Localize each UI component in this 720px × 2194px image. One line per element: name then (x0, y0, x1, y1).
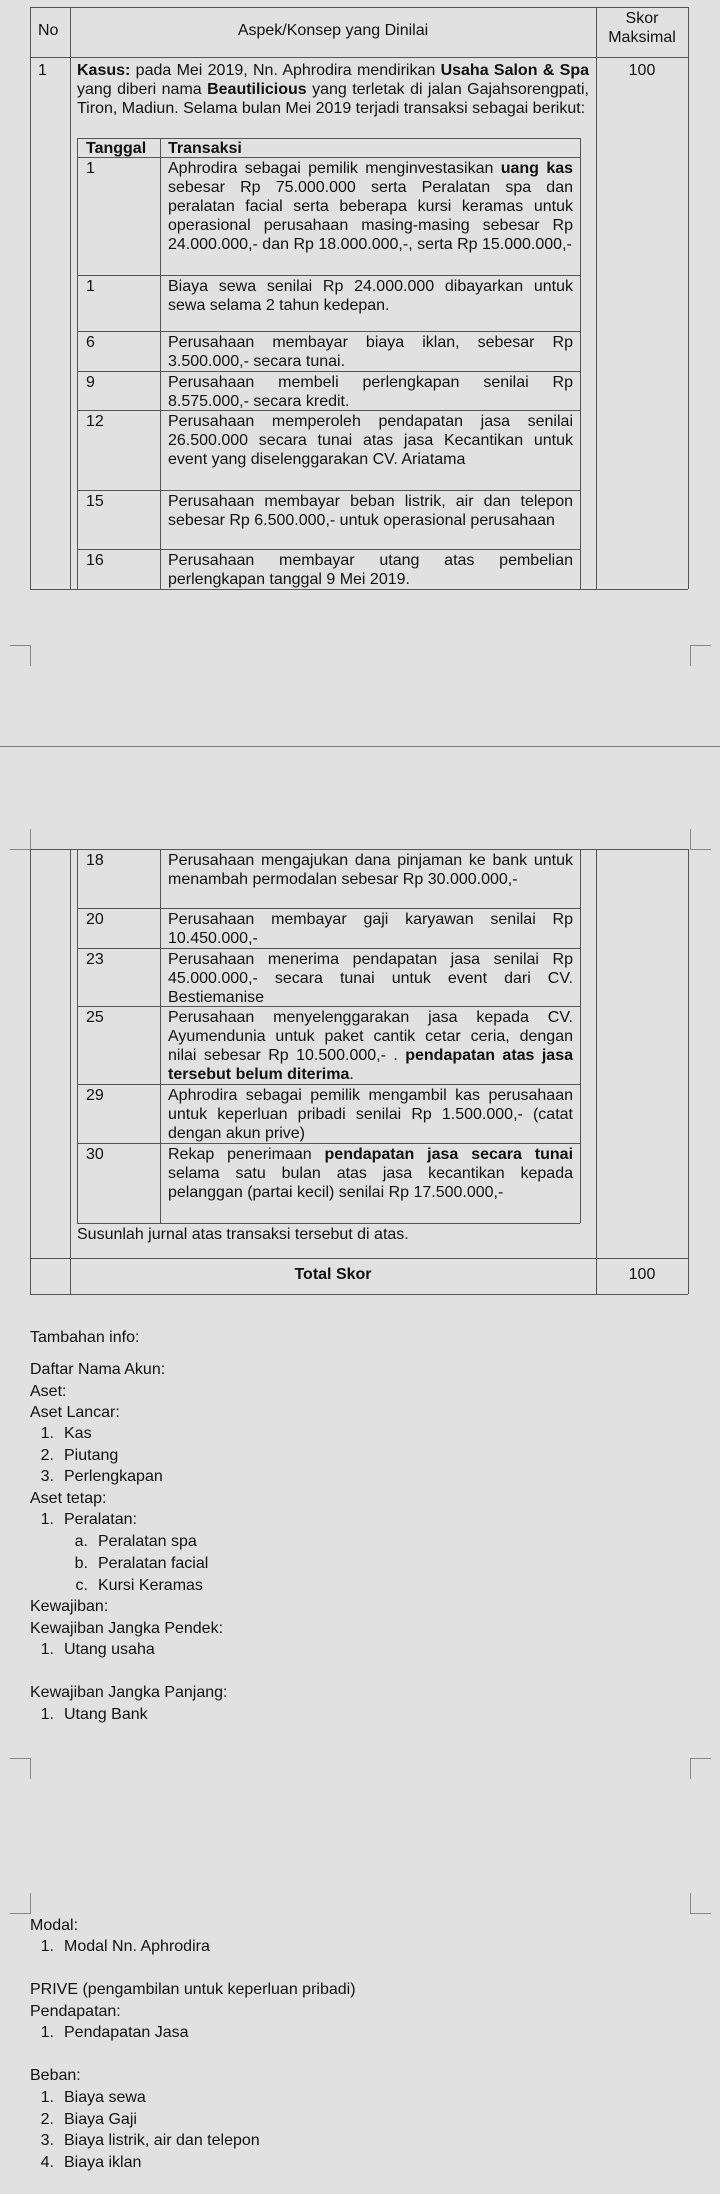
info-title: Tambahan info: (30, 1329, 140, 1346)
page-break-line (0, 746, 720, 747)
transaksi-cell: Perusahaan menyelenggarakan jasa kepada CV. Ayumendunia untuk paket cantik cetar ceria, dengan nilai sebesar Rp 10.500.000,- . pendapatan atas jasa tersebut belum diterima. (168, 1009, 574, 1083)
account-list-title: Daftar Nama Akun: (30, 1361, 166, 1378)
heading-modal: Modal: (30, 1917, 79, 1934)
transaksi-cell: Perusahaan membayar utang atas pembelian perlengkapan tanggal 9 Mei 2019. (168, 552, 573, 588)
page-corner-mark (10, 829, 31, 850)
heading-pendapatan: Pendapatan: (30, 2003, 121, 2020)
transaksi-cell: Perusahaan membayar gaji karyawan senilai Rp 10.450.000,- (168, 911, 573, 947)
heading-kewajiban-panjang: Kewajiban Jangka Panjang: (30, 1684, 228, 1701)
case-text-1: pada Mei 2019, Nn. Aphrodira mendirikan (130, 62, 441, 79)
header-skor: Skor Maksimal (608, 10, 676, 46)
tanggal-cell: 30 (86, 1146, 104, 1163)
tanggal-cell: 29 (86, 1087, 104, 1104)
page-corner-mark (690, 829, 711, 850)
total-value: 100 (628, 1266, 656, 1283)
list-item: 1. Pendapatan Jasa (40, 2024, 189, 2041)
header-no: No (38, 22, 59, 39)
transaksi-cell: Aphrodira sebagai pemilik menginvestasikan uang kas sebesar Rp 75.000.000 serta Peralatan spa dan peralatan facial serta beberapa kursi keramas untuk operasional perusahaan masing-masing sebesar Rp 24.000.000,- dan Rp 18.000.000,-, serta Rp 15.000.000,- (168, 160, 574, 253)
total-label: Total Skor (294, 1266, 372, 1283)
sub-list-item: a. Peralatan spa (74, 1533, 197, 1550)
heading-kewajiban: Kewajiban: (30, 1598, 109, 1615)
row-no: 1 (38, 62, 47, 79)
case-business: Usaha Salon & Spa (440, 62, 589, 79)
tanggal-cell: 15 (86, 493, 104, 510)
col-transaksi: Transaksi (168, 140, 242, 157)
list-item: 3. Biaya listrik, air dan telepon (40, 2132, 260, 2149)
heading-prive: PRIVE (pengambilan untuk keperluan pribadi) (30, 1981, 356, 1998)
transaksi-cell: Perusahaan mengajukan dana pinjaman ke bank untuk menambah permodalan sebesar Rp 30.000.000,- (168, 852, 573, 888)
transaksi-cell: Rekap penerimaan pendapatan jasa secara tunai selama satu bulan atas jasa kecantikan kepada pelanggan (partai kecil) senilai Rp 17.500.000,- (168, 1146, 574, 1201)
heading-aset-tetap: Aset tetap: (30, 1490, 107, 1507)
instruction-text: Susunlah jurnal atas transaksi tersebut di atas. (77, 1226, 409, 1243)
sub-list-item: b. Peralatan facial (74, 1555, 209, 1572)
page-corner-mark (10, 1893, 31, 1914)
page-corner-mark (690, 1758, 711, 1779)
tanggal-cell: 23 (86, 951, 104, 968)
list-item: 2. Biaya Gaji (40, 2111, 137, 2128)
transaksi-cell: Perusahaan membeli perlengkapan senilai Rp 8.575.000,- secara kredit. (168, 374, 573, 410)
list-item: 1. Modal Nn. Aphrodira (40, 1938, 210, 1955)
col-tanggal: Tanggal (86, 140, 147, 157)
case-description (77, 61, 589, 118)
tanggal-cell: 9 (86, 374, 95, 391)
page-corner-mark (10, 1758, 31, 1779)
heading-aset-lancar: Aset Lancar: (30, 1404, 120, 1421)
tanggal-cell: 20 (86, 911, 104, 928)
list-item: 1. Peralatan: (40, 1511, 137, 1528)
case-text-2: yang diberi nama (77, 81, 208, 98)
case-text-3: yang terletak di jalan Gajahsorengpati, Tiron, Madiun. Selama bulan Mei 2019 terjadi transaksi sebagai berikut: (77, 81, 590, 117)
heading-beban: Beban: (30, 2067, 81, 2084)
list-item: 4. Biaya iklan (40, 2154, 142, 2171)
tanggal-cell: 1 (86, 278, 95, 295)
case-label: Kasus: (77, 62, 131, 79)
row-skor: 100 (628, 62, 656, 79)
list-item: 1. Utang usaha (40, 1641, 155, 1658)
page-corner-mark (690, 1893, 711, 1914)
transaksi-cell: Aphrodira sebagai pemilik mengambil kas perusahaan untuk keperluan pribadi senilai Rp 1.500.000,- (catat dengan akun prive) (168, 1087, 573, 1142)
transaksi-cell: Biaya sewa senilai Rp 24.000.000 dibayarkan untuk sewa selama 2 tahun kedepan. (168, 278, 573, 314)
sub-list-item: c. Kursi Keramas (75, 1577, 203, 1594)
tanggal-cell: 16 (86, 552, 104, 569)
list-item: 1. Kas (40, 1425, 92, 1442)
list-item: 1. Utang Bank (40, 1706, 148, 1723)
tanggal-cell: 1 (86, 160, 95, 177)
header-aspek: Aspek/Konsep yang Dinilai (237, 22, 429, 39)
transaksi-cell: Perusahaan memperoleh pendapatan jasa senilai 26.500.000 secara tunai atas jasa Kecantikan untuk event yang diselenggarakan CV. Ariatama (168, 413, 573, 468)
transaksi-cell: Perusahaan membayar beban listrik, air dan telepon sebesar Rp 6.500.000,- untuk operasional perusahaan (168, 493, 573, 529)
tanggal-cell: 18 (86, 852, 104, 869)
page-corner-mark (10, 645, 31, 666)
tanggal-cell: 12 (86, 413, 104, 430)
case-business-name: Beautilicious (207, 81, 307, 98)
heading-aset: Aset: (30, 1383, 67, 1400)
heading-kewajiban-pendek: Kewajiban Jangka Pendek: (30, 1620, 224, 1637)
page-corner-mark (690, 645, 711, 666)
transaksi-cell: Perusahaan membayar biaya iklan, sebesar Rp 3.500.000,- secara tunai. (168, 334, 573, 370)
tanggal-cell: 25 (86, 1009, 104, 1026)
list-item: 1. Biaya sewa (40, 2089, 146, 2106)
list-item: 3. Perlengkapan (40, 1468, 163, 1485)
tanggal-cell: 6 (86, 334, 95, 351)
transaksi-cell: Perusahaan menerima pendapatan jasa senilai Rp 45.000.000,- secara tunai untuk event dari CV. Bestiemanise (168, 951, 573, 1006)
list-item: 2. Piutang (40, 1447, 119, 1464)
